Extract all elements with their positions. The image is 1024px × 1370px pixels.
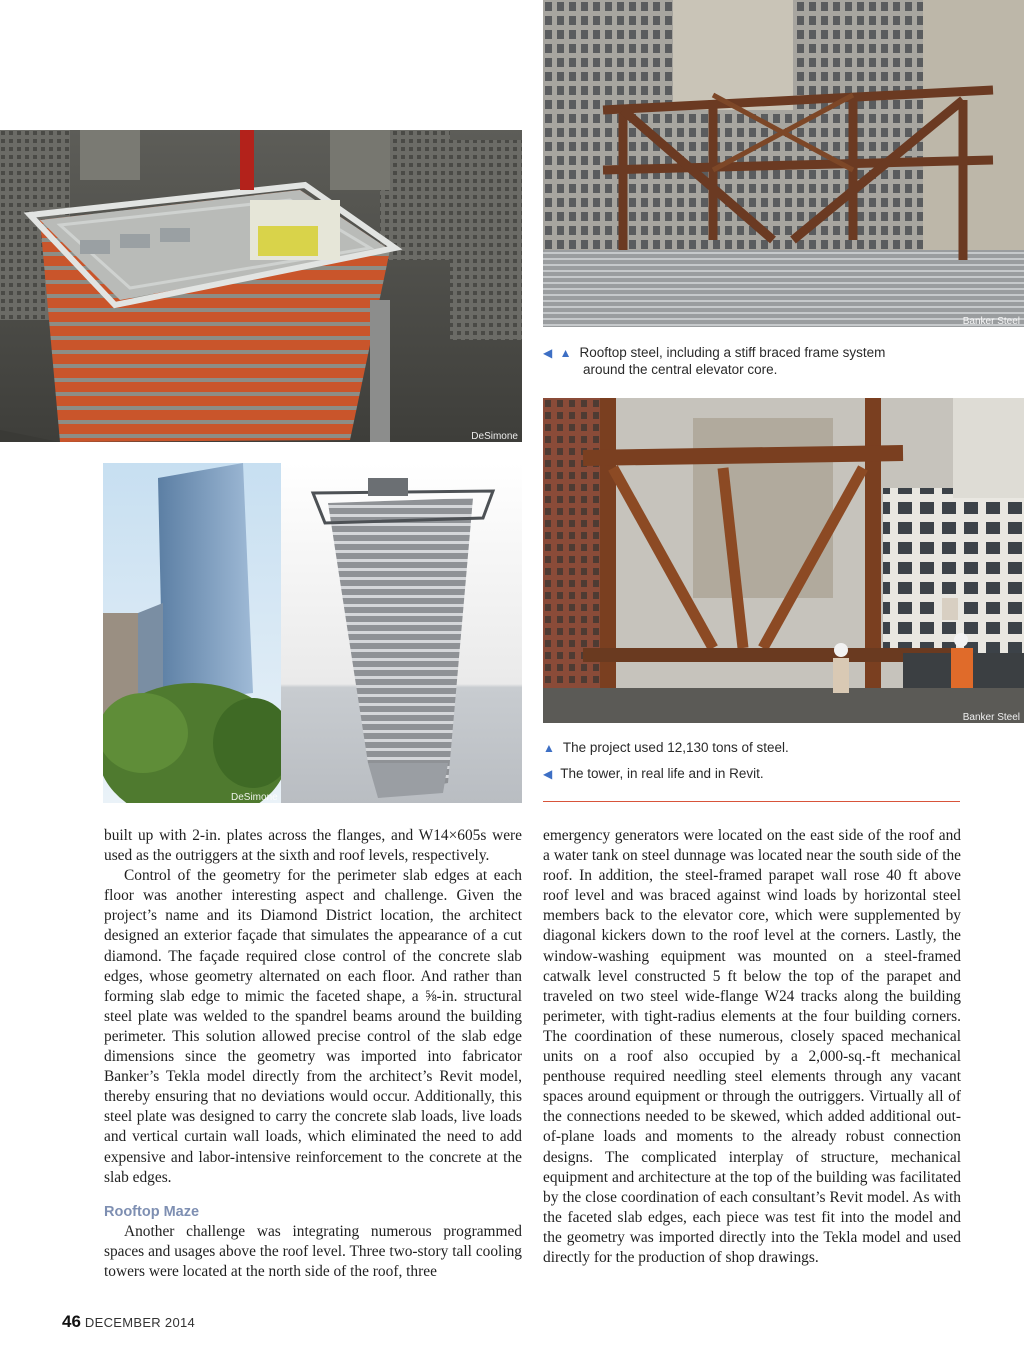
caption-arrows-icon: ◀ ▲ (543, 346, 574, 360)
page-footer (62, 1312, 195, 1332)
rooftop-steel-photo (543, 0, 1024, 327)
tower-revit-image (103, 463, 522, 803)
ironworkers-photo (543, 398, 1024, 723)
paragraph: built up with 2-in. plates across the flanges, and W14×605s were used as the outriggers at the sixth and roof levels, respectively. (104, 827, 522, 865)
rooftop-steel-image (543, 0, 1024, 327)
section-heading: Rooftop Maze (104, 1203, 200, 1220)
photo-credit: DeSimone (231, 792, 278, 803)
aerial-rooftop-image (0, 130, 522, 442)
caption-text: Rooftop steel, including a stiff braced frame system (579, 345, 886, 360)
tower-photo (103, 463, 522, 803)
photo-credit: Banker Steel (962, 316, 1020, 327)
caption-text: The project used 12,130 tons of steel. (562, 740, 789, 755)
photo-credit: DeSimone (471, 431, 518, 442)
aerial-rooftop-photo (0, 130, 522, 442)
issue-date: DECEMBER 2014 (84, 1315, 196, 1330)
paragraph: Control of the geometry for the perimeter slab edges at each floor was another interesting aspect and challenge. Given the project’s name and its Diamond District location, the architect designed an exterior façade that simulates the appearance of a cut diamond. The façade required close control of the concrete slab edges, whose geometry alternated on each floor. And rather than forming slab edge to mimic the faceted shape, a ⅝-in. structural steel plate was welded to the spandrel beams around the building perimeter. This solution allowed precise control of the slab edge dimensions since the geometry was imported into fabricator Banker’s Tekla model directly from the architect’s Revit model, thereby ensuring that no deviations would occur. Additionally, this steel plate was designed to carry the concrete slab loads, live loads and vertical curtain wall loads, which eliminated the need to add expensive and labor-intensive reinforcement to the concrete at the slab edges. (104, 867, 522, 1186)
left-arrow-icon: ◀ (543, 767, 555, 781)
up-arrow-icon: ▲ (543, 741, 557, 755)
article-column-left (104, 826, 522, 1282)
ironworkers-image (543, 398, 1024, 723)
caption-divider (543, 801, 960, 802)
caption-text: The tower, in real life and in Revit. (560, 766, 764, 781)
page-number: 46 (62, 1312, 81, 1331)
caption-text: around the central elevator core. (583, 362, 778, 377)
paragraph: emergency generators were located on the east side of the roof and a water tank on steel dunnage was located near the south side of the roof. In addition, the steel-framed parapet wall rose 40 ft above roof level and was braced against wind loads by horizontal steel members back to the elevator core, which were supplemented by diagonal kickers down to the roof level at the corners. Lastly, the window-washing equipment was mounted on a steel-framed catwalk level constructed 5 ft below the top of the parapet and traveled on two steel wide-flange W24 tracks along the building perimeter, with tight-radius elements at the four building corners. The coordination of these numerous, closely spaced mechanical units on a roof also occupied by a 2,000-sq.-ft mechanical penthouse required needling steel elements through any vacant spaces around equipment or through the outriggers. Virtually all of the connections needed to be skewed, which added additional out-of-plane loads and moments to the already robust connection designs. The complicated interplay of structure, mechanical equipment and architecture at the top of the building was facilitated by the close coordination of each consultant’s Revit model. As with the faceted slab edges, each piece was test fit into the model and the geometry was imported directly into the Tekla model and used directly for the production of shop drawings. (543, 827, 961, 1266)
photo-credit: Banker Steel (962, 712, 1020, 723)
article-column-right (543, 826, 961, 1268)
paragraph: Another challenge was integrating numerous programmed spaces and usages above the roof level. Three two-story tall cooling towers were located at the north side of the roof, three (104, 1222, 522, 1280)
